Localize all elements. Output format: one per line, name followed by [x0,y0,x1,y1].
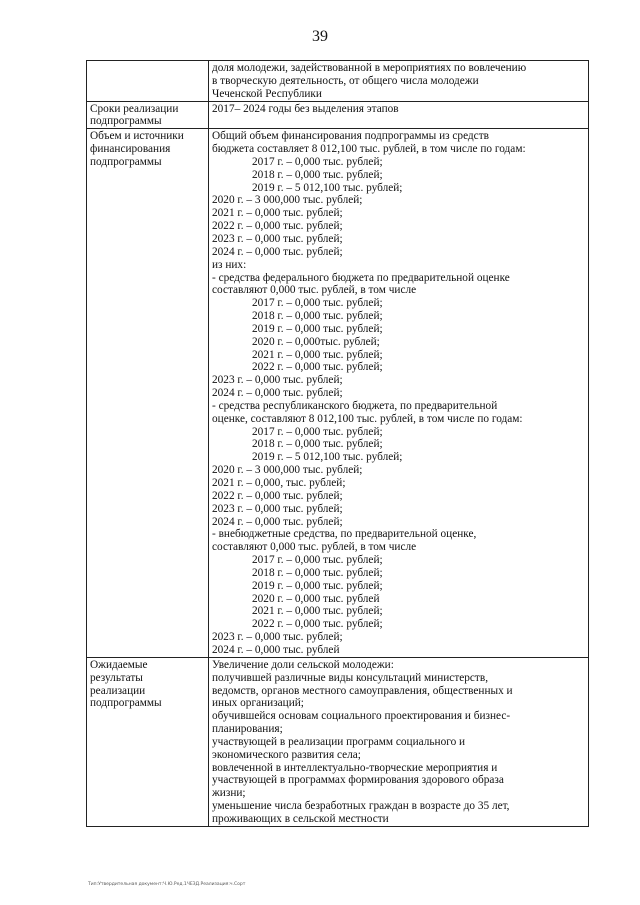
row-content-cell [209,657,589,826]
content-line: участвующей в программах формирования здорового образа [212,774,504,787]
row-label-line: результаты [90,671,143,684]
row-label-line: Объем и источники [90,130,184,143]
row-label-line: реализации [90,684,146,697]
content-line: 2024 г. – 0,000 тыс. рублей; [212,515,343,528]
content-line: 2017 г. – 0,000 тыс. рублей; [252,297,383,310]
content-line: экономического развития села; [212,748,361,761]
content-line: составляют 0,000 тыс. рублей, в том числе [212,284,417,297]
content-line: 2024 г. – 0,000 тыс. рублей [212,643,340,656]
content-line: 2018 г. – 0,000 тыс. рублей; [252,310,383,323]
content-line: Увеличение доли сельской молодежи: [212,658,394,671]
row-label-line: подпрограммы [90,115,162,128]
row-content-cell [209,129,589,658]
row-content-cell [209,61,589,102]
content-line: 2019 г. – 0,000 тыс. рублей; [252,322,383,335]
content-line: 2017– 2024 годы без выделения этапов [212,102,399,115]
row-label-line: подпрограммы [90,155,162,168]
content-line: 2024 г. – 0,000 тыс. рублей; [212,387,343,400]
content-line: 2018 г. – 0,000 тыс. рублей; [252,168,383,181]
row-label-cell [87,101,209,129]
content-line: - средства республиканского бюджета, по предварительной [212,399,498,412]
content-line: вовлеченной в интеллектуально-творческие мероприятия и [212,761,498,774]
content-line: 2017 г. – 0,000 тыс. рублей; [252,155,383,168]
row-label-line: Сроки реализации [90,102,179,115]
content-line: 2024 г. – 0,000 тыс. рублей; [212,245,343,258]
content-line: 2021 г. – 0,000 тыс. рублей; [212,207,343,220]
content-line: - внебюджетные средства, по предварительной оценке, [212,528,477,541]
row-label-line: финансирования [90,143,171,156]
content-line: 2022 г. – 0,000 тыс. рублей; [252,361,383,374]
content-line: 2019 г. – 0,000 тыс. рублей; [252,579,383,592]
content-line: 2022 г. – 0,000 тыс. рублей; [212,489,343,502]
content-line: из них: [212,258,247,271]
content-line: жизни; [212,787,246,800]
table-row [87,101,589,129]
content-line: 2023 г. – 0,000 тыс. рублей; [212,631,343,644]
content-line: проживающих в сельской местности [212,812,389,825]
row-label-cell [87,657,209,826]
content-line: получившей различные виды консультаций министерств, [212,671,489,684]
row-label-line: подпрограммы [90,697,162,710]
content-line: 2017 г. – 0,000 тыс. рублей; [252,554,383,567]
content-line: ведомств, органов местного самоуправления, общественных и [212,684,513,697]
content-line: 2023 г. – 0,000 тыс. рублей; [212,502,343,515]
content-line: участвующей в реализации программ социального и [212,735,466,748]
content-line: уменьшение числа безработных граждан в возрасте до 35 лет, [212,800,510,813]
content-line: доля молодежи, задействованной в мероприятиях по вовлечению [212,62,527,74]
content-line: 2020 г. – 0,000 тыс. рублей [252,592,380,605]
content-line: 2019 г. – 5 012,100 тыс. рублей; [252,451,403,464]
content-line: обучившейся основам социального проектирования и бизнес- [212,710,511,723]
content-line: 2022 г. – 0,000 тыс. рублей; [212,220,343,233]
content-line: бюджета составляет 8 012,100 тыс. рублей, в том числе по годам: [212,143,526,156]
row-label-line: Ожидаемые [90,658,148,671]
table-row [87,129,589,658]
content-line: - средства федерального бюджета по предварительной оценке [212,271,510,284]
content-line: 2023 г. – 0,000 тыс. рублей; [212,374,343,387]
table-row [87,657,589,826]
content-line: 2019 г. – 5 012,100 тыс. рублей; [252,181,403,194]
content-line: составляют 0,000 тыс. рублей, в том числе [212,541,417,554]
content-line: иных организаций; [212,697,304,710]
content-line: 2021 г. – 0,000, тыс. рублей; [212,477,346,489]
content-line: в творческую деятельность, от общего числа молодежи [212,74,479,87]
table-row [87,61,589,102]
content-line: Общий объем финансирования подпрограммы из средств [212,130,489,143]
program-passport-table [86,60,589,827]
content-line: оценке, составляют 8 012,100 тыс. рублей, в том числе по годам: [212,412,523,425]
page-number: 39 [312,28,328,45]
content-line: 2018 г. – 0,000 тыс. рублей; [252,566,383,579]
content-line: 2020 г. – 3 000,000 тыс. рублей; [212,194,363,207]
content-line: Чеченской Республики [212,87,322,100]
row-content-cell [209,101,589,129]
content-line: 2017 г. – 0,000 тыс. рублей; [252,425,383,438]
content-line: планирования; [212,723,283,736]
content-line: 2021 г. – 0,000 тыс. рублей; [252,348,383,361]
content-line: 2023 г. – 0,000 тыс. рублей; [212,232,343,245]
content-line: 2022 г. – 0,000 тыс. рублей; [252,618,383,631]
content-line: 2018 г. – 0,000 тыс. рублей; [252,438,383,451]
content-line: 2020 г. – 3 000,000 тыс. рублей; [212,464,363,477]
row-label-cell [87,61,209,102]
footer-note: Тип:Утвердительная документ:Ч.Ю.Ред.1ЧЕЗД.Реализация:ч.Сорт [88,882,246,887]
content-line: 2020 г. – 0,000тыс. рублей; [252,335,380,348]
row-label-cell [87,129,209,658]
content-line: 2021 г. – 0,000 тыс. рублей; [252,605,383,618]
